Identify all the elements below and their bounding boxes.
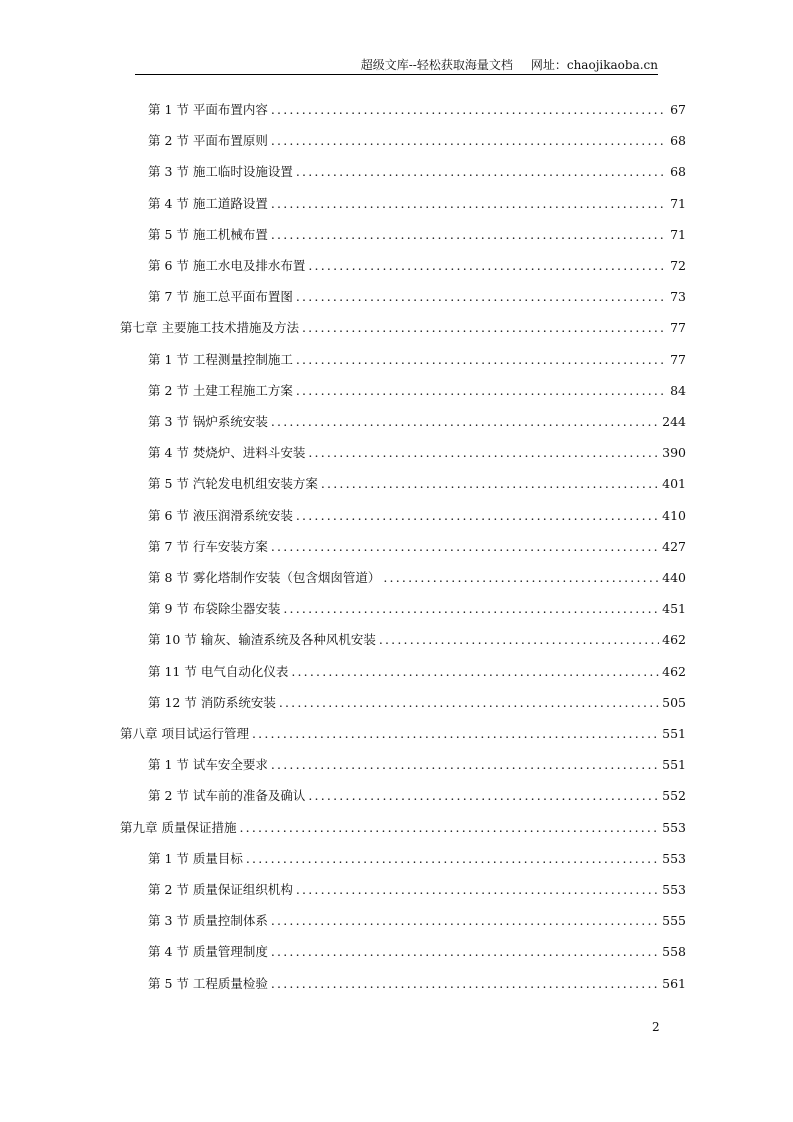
toc-entry-page: 68 [670, 164, 686, 180]
toc-entry-page: 552 [662, 788, 686, 804]
toc-section-entry[interactable] [148, 755, 686, 773]
toc-section-entry[interactable] [148, 100, 686, 118]
toc-entry-page: 440 [662, 570, 686, 585]
toc-entry-label: 第 3 节 质量控制体系 [148, 913, 268, 929]
dot-leader [271, 539, 659, 554]
dot-leader [308, 258, 667, 273]
toc-entry-page: 555 [662, 913, 686, 929]
toc-section-entry[interactable] [148, 506, 686, 524]
toc-entry-label: 第 2 节 平面布置原则 [148, 133, 268, 149]
toc-section-entry[interactable] [148, 287, 686, 305]
toc-section-entry[interactable] [148, 974, 686, 992]
toc-entry-label: 第 5 节 工程质量检验 [148, 975, 268, 991]
toc-entry-label: 第 2 节 试车前的准备及确认 [148, 788, 306, 804]
toc-entry-label: 第 4 节 焚烧炉、进料斗安装 [148, 445, 306, 461]
toc-entry-page: 505 [662, 694, 686, 710]
dot-leader [271, 196, 667, 211]
page-header [135, 56, 658, 75]
toc-section-entry[interactable] [148, 942, 686, 960]
toc-entry-label: 第 3 节 锅炉系统安装 [148, 414, 268, 429]
dot-leader [296, 164, 667, 179]
dot-leader [296, 352, 667, 367]
dot-leader [271, 944, 659, 959]
toc-section-entry[interactable] [148, 693, 686, 711]
toc-entry-label: 第 2 节 土建工程施工方案 [148, 382, 293, 398]
toc-entry-page: 553 [662, 882, 686, 897]
toc-entry-page: 71 [670, 226, 686, 242]
toc-entry-label: 第 6 节 液压润滑系统安装 [148, 507, 293, 523]
toc-entry-label: 第 5 节 汽轮发电机组安装方案 [148, 476, 318, 492]
dot-leader [279, 695, 659, 710]
toc-entry-page: 451 [662, 601, 686, 617]
dot-leader [291, 664, 659, 679]
dot-leader [302, 320, 667, 335]
toc-entry-page: 551 [662, 726, 686, 741]
toc-entry-page: 390 [662, 445, 686, 461]
dot-leader [296, 882, 659, 897]
toc-entry-page: 553 [662, 850, 686, 866]
toc-entry-label: 第 1 节 平面布置内容 [148, 102, 268, 117]
toc-section-entry[interactable] [148, 599, 686, 617]
toc-entry-page: 558 [662, 944, 686, 960]
header-url: 网址：chaojikaoba.cn [530, 58, 658, 72]
toc-entry-page: 244 [662, 414, 686, 429]
dot-leader [296, 508, 659, 523]
dot-leader [252, 726, 659, 741]
toc-section-entry[interactable] [148, 630, 686, 648]
toc-entry-page: 551 [662, 757, 686, 773]
toc-entry-label: 第 7 节 施工总平面布置图 [148, 289, 293, 305]
toc-chapter-entry[interactable] [120, 724, 686, 742]
toc-section-entry[interactable] [148, 662, 686, 680]
toc-entry-label: 第 4 节 施工道路设置 [148, 195, 268, 211]
dot-leader [379, 632, 659, 647]
dot-leader [271, 102, 667, 117]
toc-entry-label: 第 1 节 工程测量控制施工 [148, 351, 293, 367]
toc-section-entry[interactable] [148, 443, 686, 461]
toc-section-entry[interactable] [148, 537, 686, 555]
toc-section-entry[interactable] [148, 849, 686, 867]
toc-entry-page: 68 [670, 133, 686, 149]
dot-leader [246, 851, 659, 866]
toc-entry-label: 第 10 节 输灰、输渣系统及各种风机安装 [148, 632, 376, 648]
toc-entry-label: 第八章 项目试运行管理 [120, 726, 249, 741]
toc-section-entry[interactable] [148, 162, 686, 180]
toc-entry-page: 77 [670, 351, 686, 367]
toc-entry-label: 第 1 节 质量目标 [148, 850, 243, 866]
toc-entry-page: 73 [670, 289, 686, 305]
toc-chapter-entry[interactable] [120, 318, 686, 336]
toc-entry-label: 第 4 节 质量管理制度 [148, 944, 268, 960]
toc-section-entry[interactable] [148, 256, 686, 274]
toc-section-entry[interactable] [148, 911, 686, 929]
toc-entry-label: 第 7 节 行车安装方案 [148, 538, 268, 554]
toc-section-entry[interactable] [148, 381, 686, 399]
toc-section-entry[interactable] [148, 568, 686, 586]
toc-section-entry[interactable] [148, 194, 686, 212]
dot-leader [308, 445, 659, 460]
toc-entry-page: 427 [662, 538, 686, 554]
dot-leader [308, 788, 659, 803]
dot-leader [296, 289, 667, 304]
toc-entry-page: 84 [670, 382, 686, 398]
dot-leader [271, 227, 667, 242]
dot-leader [383, 570, 659, 585]
dot-leader [296, 383, 667, 398]
page-number: 2 [652, 1020, 660, 1034]
toc-entry-label: 第 12 节 消防系统安装 [148, 694, 276, 710]
toc-entry-label: 第 9 节 布袋除尘器安装 [148, 601, 281, 617]
dot-leader [283, 601, 659, 616]
dot-leader [271, 757, 659, 772]
toc-entry-page: 72 [670, 258, 686, 273]
dot-leader [239, 820, 659, 835]
toc-section-entry[interactable] [148, 474, 686, 492]
toc-section-entry[interactable] [148, 412, 686, 430]
dot-leader [271, 414, 659, 429]
toc-entry-label: 第 6 节 施工水电及排水布置 [148, 258, 306, 273]
toc-entry-page: 561 [662, 975, 686, 991]
toc-section-entry[interactable] [148, 880, 686, 898]
toc-entry-label: 第 11 节 电气自动化仪表 [148, 663, 289, 679]
dot-leader [271, 913, 659, 928]
toc-section-entry[interactable] [148, 225, 686, 243]
toc-entry-page: 462 [662, 663, 686, 679]
toc-entry-label: 第七章 主要施工技术措施及方法 [120, 320, 299, 336]
toc-section-entry[interactable] [148, 350, 686, 368]
toc-entry-label: 第 3 节 施工临时设施设置 [148, 164, 293, 180]
toc-entry-page: 553 [662, 819, 686, 835]
toc-chapter-entry[interactable] [120, 818, 686, 836]
dot-leader [271, 133, 667, 148]
toc-entry-page: 71 [670, 195, 686, 211]
toc-entry-page: 401 [662, 476, 686, 492]
header-title: 超级文库--轻松获取海量文档 [360, 58, 513, 72]
toc-entry-label: 第 5 节 施工机械布置 [148, 226, 268, 242]
toc-section-entry[interactable] [148, 786, 686, 804]
toc-entry-label: 第 2 节 质量保证组织机构 [148, 882, 293, 897]
toc-entry-page: 67 [670, 102, 686, 117]
toc-entry-page: 462 [662, 632, 686, 648]
toc-entry-label: 第 1 节 试车安全要求 [148, 757, 268, 773]
toc-entry-label: 第 8 节 雾化塔制作安装（包含烟囱管道） [148, 570, 381, 585]
toc-entry-page: 77 [670, 320, 686, 336]
dot-leader [271, 976, 659, 991]
toc-section-entry[interactable] [148, 131, 686, 149]
toc-entry-page: 410 [662, 507, 686, 523]
dot-leader [321, 476, 659, 491]
toc-entry-label: 第九章 质量保证措施 [120, 819, 237, 835]
